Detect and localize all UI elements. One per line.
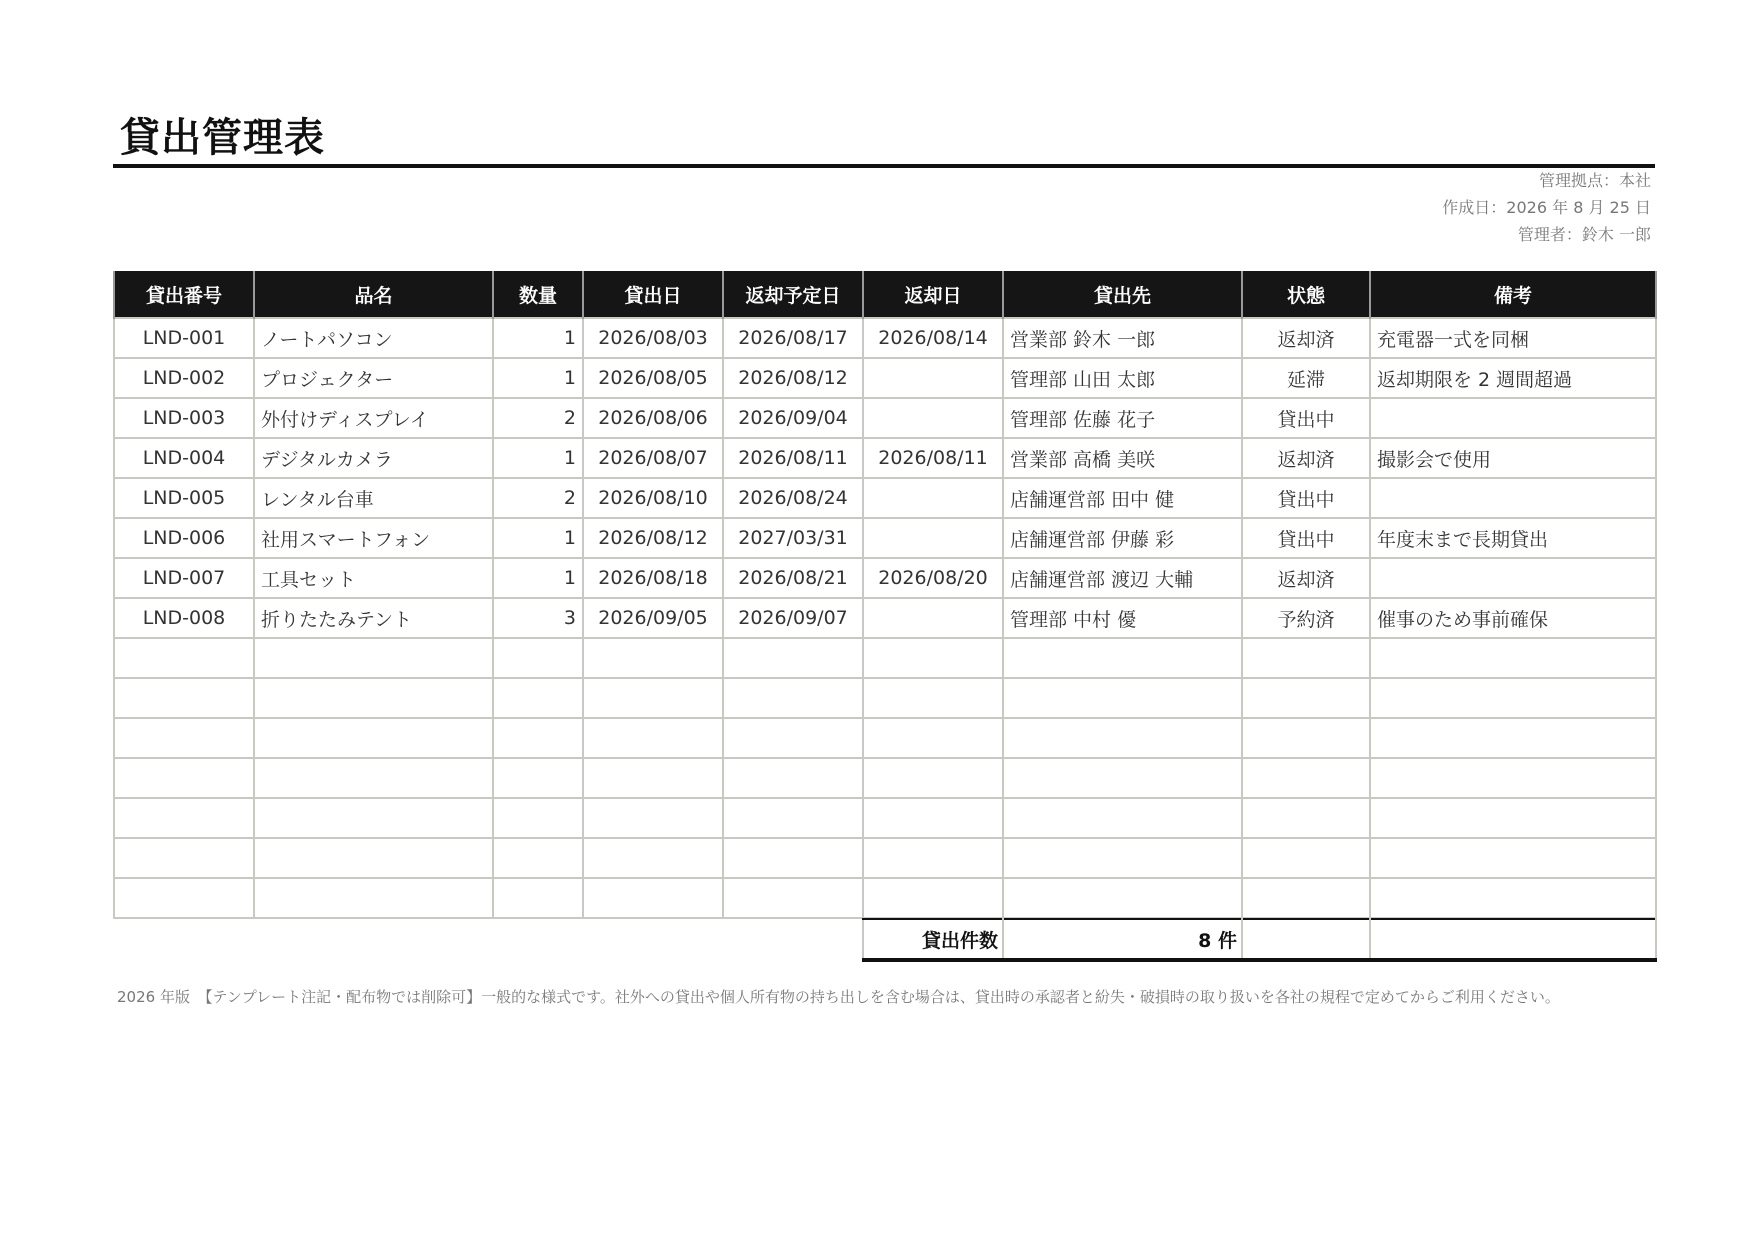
cell-loan-date	[583, 758, 723, 798]
cell-due-date: 2026/09/07	[723, 598, 863, 638]
cell-return-date	[863, 758, 1003, 798]
footer-note: 2026 年版 【テンプレート注記・配布物では削除可】一般的な様式です。社外への貸出や個人所有物の持ち出しを含む場合は、貸出時の承認者と紛失・破損時の取り扱いを各社の規程で定めてからご利用ください。	[117, 988, 1560, 1006]
cell-status	[1242, 638, 1370, 678]
table-row	[114, 318, 1656, 358]
cell-remarks	[1370, 478, 1656, 518]
cell-loan-no: LND-001	[114, 318, 254, 358]
cell-due-date: 2026/08/21	[723, 558, 863, 598]
cell-borrower	[1003, 638, 1242, 678]
cell-borrower	[1003, 878, 1242, 918]
cell-return-date: 2026/08/11	[863, 438, 1003, 478]
cell-loan-date	[583, 638, 723, 678]
cell-remarks	[1370, 398, 1656, 438]
cell-return-date	[863, 398, 1003, 438]
title-rule	[113, 164, 1655, 168]
cell-status	[1242, 798, 1370, 838]
summary-empty-cell	[1242, 919, 1370, 960]
cell-status: 返却済	[1242, 318, 1370, 358]
cell-due-date	[723, 798, 863, 838]
cell-remarks: 充電器一式を同梱	[1370, 318, 1656, 358]
cell-status: 予約済	[1242, 598, 1370, 638]
cell-quantity: 2	[493, 398, 583, 438]
cell-remarks	[1370, 798, 1656, 838]
cell-remarks	[1370, 638, 1656, 678]
cell-return-date	[863, 598, 1003, 638]
cell-borrower	[1003, 758, 1242, 798]
summary-table	[862, 918, 1657, 962]
cell-due-date: 2026/08/24	[723, 478, 863, 518]
table-row	[114, 678, 1656, 718]
cell-status	[1242, 838, 1370, 878]
cell-remarks	[1370, 838, 1656, 878]
table-body	[114, 318, 1656, 918]
table-row	[114, 718, 1656, 758]
cell-loan-date	[583, 718, 723, 758]
header-borrower: 貸出先	[1003, 271, 1242, 318]
cell-remarks: 年度末まで長期貸出	[1370, 518, 1656, 558]
cell-loan-no: LND-007	[114, 558, 254, 598]
cell-remarks	[1370, 558, 1656, 598]
cell-item-name	[254, 838, 493, 878]
table-row	[114, 838, 1656, 878]
cell-item-name: ノートパソコン	[254, 318, 493, 358]
cell-status: 返却済	[1242, 438, 1370, 478]
cell-quantity	[493, 878, 583, 918]
cell-return-date	[863, 838, 1003, 878]
cell-quantity	[493, 718, 583, 758]
cell-return-date	[863, 878, 1003, 918]
cell-return-date: 2026/08/20	[863, 558, 1003, 598]
cell-loan-date: 2026/08/05	[583, 358, 723, 398]
cell-borrower	[1003, 798, 1242, 838]
cell-loan-date	[583, 678, 723, 718]
cell-borrower: 店舗運営部 田中 健	[1003, 478, 1242, 518]
cell-quantity: 1	[493, 438, 583, 478]
cell-due-date	[723, 638, 863, 678]
cell-due-date: 2026/09/04	[723, 398, 863, 438]
cell-return-date	[863, 678, 1003, 718]
summary-label: 貸出件数	[863, 919, 1003, 960]
cell-quantity: 1	[493, 518, 583, 558]
cell-loan-date: 2026/08/06	[583, 398, 723, 438]
cell-remarks	[1370, 718, 1656, 758]
cell-item-name	[254, 718, 493, 758]
cell-borrower: 管理部 中村 優	[1003, 598, 1242, 638]
cell-due-date: 2026/08/11	[723, 438, 863, 478]
cell-loan-no: LND-003	[114, 398, 254, 438]
cell-item-name: レンタル台車	[254, 478, 493, 518]
cell-status: 貸出中	[1242, 478, 1370, 518]
cell-loan-no	[114, 878, 254, 918]
cell-due-date	[723, 758, 863, 798]
header-return-date: 返却日	[863, 271, 1003, 318]
cell-loan-no	[114, 678, 254, 718]
table-row	[114, 558, 1656, 598]
cell-return-date	[863, 718, 1003, 758]
table-row	[114, 758, 1656, 798]
cell-item-name	[254, 638, 493, 678]
cell-quantity	[493, 798, 583, 838]
cell-loan-no: LND-002	[114, 358, 254, 398]
cell-item-name: プロジェクター	[254, 358, 493, 398]
cell-loan-no	[114, 638, 254, 678]
cell-remarks	[1370, 878, 1656, 918]
cell-borrower	[1003, 838, 1242, 878]
cell-status	[1242, 758, 1370, 798]
cell-status: 貸出中	[1242, 398, 1370, 438]
cell-loan-date: 2026/08/03	[583, 318, 723, 358]
cell-quantity: 1	[493, 318, 583, 358]
cell-return-date	[863, 358, 1003, 398]
table-row	[114, 478, 1656, 518]
cell-borrower: 店舗運営部 伊藤 彩	[1003, 518, 1242, 558]
meta-created-date: 作成日：2026 年 8 月 25 日	[1442, 198, 1651, 217]
cell-loan-date: 2026/08/18	[583, 558, 723, 598]
cell-loan-no	[114, 798, 254, 838]
cell-remarks: 撮影会で使用	[1370, 438, 1656, 478]
cell-item-name: 工具セット	[254, 558, 493, 598]
table-row	[114, 878, 1656, 918]
meta-location: 管理拠点：本社	[1538, 171, 1651, 190]
cell-loan-date	[583, 878, 723, 918]
cell-item-name: 社用スマートフォン	[254, 518, 493, 558]
cell-item-name	[254, 678, 493, 718]
table-row	[114, 438, 1656, 478]
cell-return-date: 2026/08/14	[863, 318, 1003, 358]
cell-return-date	[863, 478, 1003, 518]
cell-item-name: 折りたたみテント	[254, 598, 493, 638]
document-title: 貸出管理表	[120, 115, 325, 161]
cell-loan-no: LND-006	[114, 518, 254, 558]
cell-status	[1242, 678, 1370, 718]
cell-borrower: 営業部 鈴木 一郎	[1003, 318, 1242, 358]
cell-borrower	[1003, 718, 1242, 758]
summary-value: 8 件	[1003, 919, 1242, 960]
cell-due-date: 2027/03/31	[723, 518, 863, 558]
cell-item-name	[254, 798, 493, 838]
cell-remarks: 返却期限を 2 週間超過	[1370, 358, 1656, 398]
meta-block	[1442, 167, 1651, 248]
cell-due-date: 2026/08/12	[723, 358, 863, 398]
cell-item-name: デジタルカメラ	[254, 438, 493, 478]
cell-due-date	[723, 718, 863, 758]
header-status: 状態	[1242, 271, 1370, 318]
table-row	[114, 398, 1656, 438]
table-header-row	[114, 271, 1656, 318]
cell-status	[1242, 718, 1370, 758]
cell-loan-date	[583, 838, 723, 878]
table-row	[114, 598, 1656, 638]
cell-status: 返却済	[1242, 558, 1370, 598]
cell-borrower: 店舗運営部 渡辺 大輔	[1003, 558, 1242, 598]
loan-table	[113, 271, 1657, 919]
cell-due-date	[723, 838, 863, 878]
summary-empty-cell	[1370, 919, 1656, 960]
cell-loan-no	[114, 718, 254, 758]
cell-loan-no: LND-005	[114, 478, 254, 518]
cell-borrower: 管理部 山田 太郎	[1003, 358, 1242, 398]
summary-row	[863, 919, 1656, 960]
cell-item-name	[254, 878, 493, 918]
cell-loan-no	[114, 758, 254, 798]
cell-borrower: 管理部 佐藤 花子	[1003, 398, 1242, 438]
table-row	[114, 518, 1656, 558]
header-loan-no: 貸出番号	[114, 271, 254, 318]
header-due-date: 返却予定日	[723, 271, 863, 318]
cell-loan-date: 2026/09/05	[583, 598, 723, 638]
cell-loan-date: 2026/08/07	[583, 438, 723, 478]
cell-due-date: 2026/08/17	[723, 318, 863, 358]
cell-borrower: 営業部 高橋 美咲	[1003, 438, 1242, 478]
cell-quantity	[493, 638, 583, 678]
table-row	[114, 638, 1656, 678]
cell-remarks: 催事のため事前確保	[1370, 598, 1656, 638]
cell-loan-date	[583, 798, 723, 838]
cell-remarks	[1370, 678, 1656, 718]
cell-status	[1242, 878, 1370, 918]
cell-status: 貸出中	[1242, 518, 1370, 558]
header-quantity: 数量	[493, 271, 583, 318]
cell-borrower	[1003, 678, 1242, 718]
cell-quantity: 3	[493, 598, 583, 638]
cell-return-date	[863, 518, 1003, 558]
cell-quantity	[493, 758, 583, 798]
cell-loan-no: LND-004	[114, 438, 254, 478]
cell-loan-date: 2026/08/12	[583, 518, 723, 558]
cell-item-name: 外付けディスプレイ	[254, 398, 493, 438]
table-row	[114, 798, 1656, 838]
cell-loan-no	[114, 838, 254, 878]
header-remarks: 備考	[1370, 271, 1656, 318]
cell-quantity: 1	[493, 558, 583, 598]
cell-due-date	[723, 878, 863, 918]
meta-manager: 管理者：鈴木 一郎	[1517, 225, 1651, 244]
table-row	[114, 358, 1656, 398]
cell-quantity	[493, 838, 583, 878]
cell-due-date	[723, 678, 863, 718]
cell-loan-no: LND-008	[114, 598, 254, 638]
cell-quantity: 2	[493, 478, 583, 518]
cell-quantity	[493, 678, 583, 718]
cell-item-name	[254, 758, 493, 798]
cell-return-date	[863, 638, 1003, 678]
header-loan-date: 貸出日	[583, 271, 723, 318]
cell-return-date	[863, 798, 1003, 838]
cell-status: 延滞	[1242, 358, 1370, 398]
cell-loan-date: 2026/08/10	[583, 478, 723, 518]
header-item-name: 品名	[254, 271, 493, 318]
cell-remarks	[1370, 758, 1656, 798]
cell-quantity: 1	[493, 358, 583, 398]
